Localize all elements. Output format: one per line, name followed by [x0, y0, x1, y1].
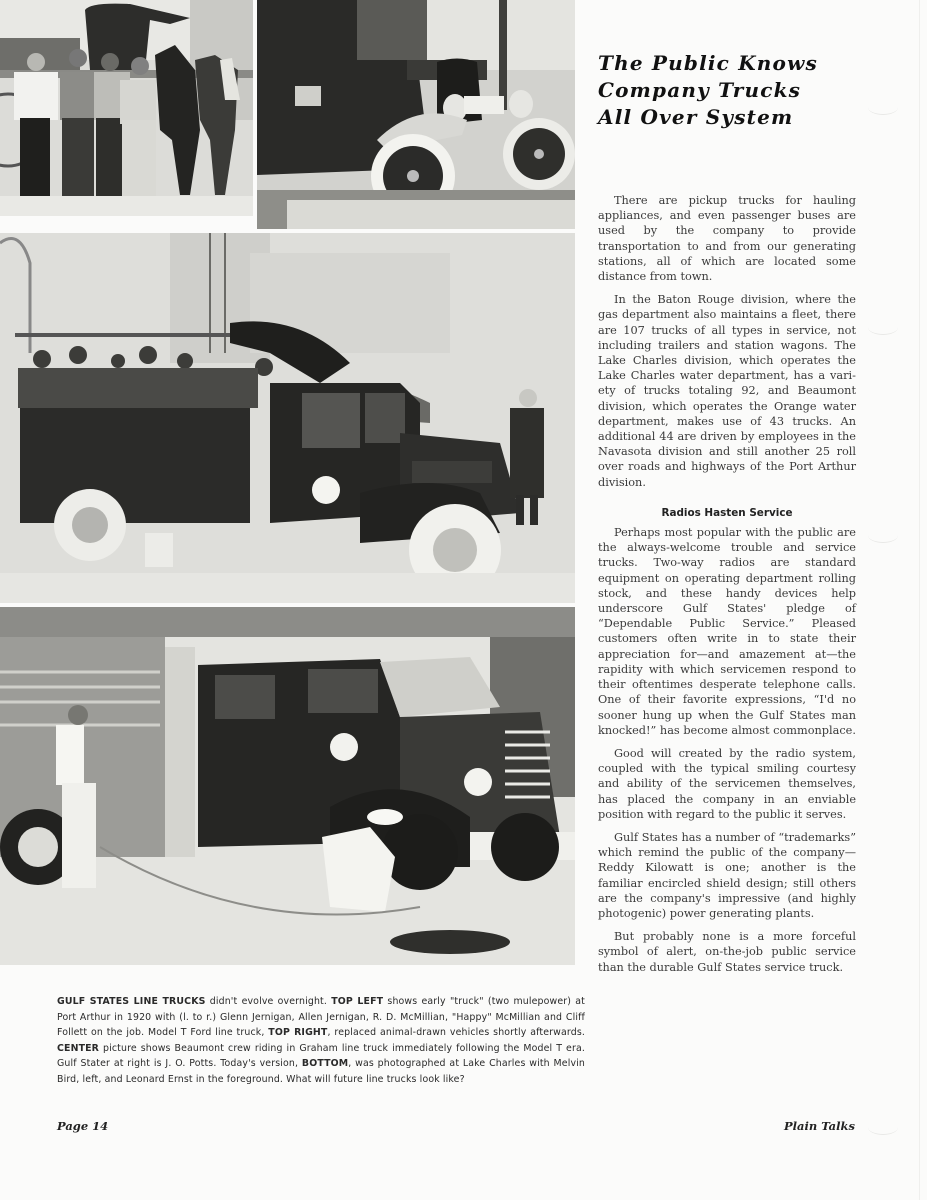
page-number: Page 14 [57, 1119, 109, 1133]
caption-lead: GULF STATES LINE TRUCKS [57, 996, 206, 1007]
punch-hole-icon [868, 320, 898, 335]
caption-top-left-label: TOP LEFT [331, 996, 384, 1007]
article-paragraph: There are pickup trucks for hauling appliances, and even passenger buses are used by the company to provide transportation to and from our generating stations, all of which are located some distance from town. [598, 194, 856, 284]
article-headline [598, 50, 858, 131]
photo-graham-line-truck [0, 233, 575, 603]
caption-bottom-label: BOTTOM [301, 1058, 349, 1070]
caption-text-2: shows early "truck" (two mulepower) at Port Arthur in 1920 with (l. to r.) Glenn Jernigan, Allen Jernigan, R. D. McMillian, "Happy" McMillian and Cliff Follett on the job. Model T Ford line truck, [57, 996, 585, 1039]
punch-hole-icon [868, 1120, 898, 1135]
article-subheading: Radios Hasten Service [661, 506, 793, 519]
model-t-photo-image [257, 0, 575, 229]
headline-line: All Over System [598, 105, 794, 129]
article-paragraph: Gulf States has a number of “trademarks” which remind the public of the company—Reddy Kilowatt is one; another is the familiar encircled shield design; still others are the company's impressive (and highly photogenic) power generating plants. [598, 830, 856, 920]
caption-text-4: picture shows Beaumont crew riding in Graham line truck immediately following the Model T era. Gulf Stater at right is J. O. Potts. Today's version, [57, 1042, 585, 1070]
headline-line: Company Trucks [598, 78, 802, 102]
service-truck-photo-image [0, 607, 575, 965]
photo-caption [57, 994, 585, 1088]
graham-truck-photo-image [0, 233, 575, 603]
article-paragraph: In the Baton Rouge division, where the gas department also maintains a fleet, there are 107 trucks of all types in service, not including trailers and station wagons. The Lake Charles division, which operates the Lake Charles water department, has a variety of trucks totaling 92, and Beaumont division, which operates the Orange water department, makes use of 43 trucks. An additional 44 are driven by employees in the Navasota division and still another 25 roll over roads and highways of the Port Arthur division. [598, 293, 856, 489]
photo-modern-service-truck [0, 607, 575, 965]
punch-hole-icon [868, 100, 898, 115]
caption-text-1: didn't evolve overnight. [205, 996, 332, 1007]
photo-mule-drawn-wagon [0, 0, 253, 216]
caption-top-right-label: TOP RIGHT [268, 1027, 328, 1039]
caption-text-5: , was photographed at Lake Charles with Melvin Bird, left, and Leonard Ernst in the foreground. What will future line trucks look like? [57, 1058, 585, 1085]
mule-wagon-photo-image [0, 0, 253, 216]
punch-hole-icon [868, 528, 898, 543]
article-paragraph: Good will created by the radio system, coupled with the typical smiling courtesy and ability of the servicemen themselves, has placed the company in an enviable position with regard to the public it serves. [598, 746, 856, 821]
article-body [598, 193, 856, 983]
caption-text-3: , replaced animal-drawn vehicles shortly afterwards. [327, 1027, 586, 1039]
photo-model-t-truck [257, 0, 575, 229]
headline-line: The Public Knows [598, 51, 818, 75]
article-paragraph: But probably none is a more forceful symbol of alert, on-the-job public service than the durable Gulf States service truck. [598, 930, 856, 974]
caption-center-label: CENTER [57, 1042, 100, 1054]
publication-name: Plain Talks [784, 1119, 855, 1133]
article-paragraph: Perhaps most popular with the public are the always-welcome trouble and service trucks. Two-way radios are standard equipment on operating department rolling stock, and these handy devices help underscore Gulf States' pledge of “Dependable Public Service.” Pleased customers often write in to state their appreciation for—and amazement at—the rapidity with which servicemen respond to their oftentimes desperate telephone calls. One of their favorite expressions, “I'd no sooner hung up when the Gulf States man knocked!” has become almost commonplace. [598, 526, 856, 737]
page-edge-divider [919, 0, 920, 1200]
